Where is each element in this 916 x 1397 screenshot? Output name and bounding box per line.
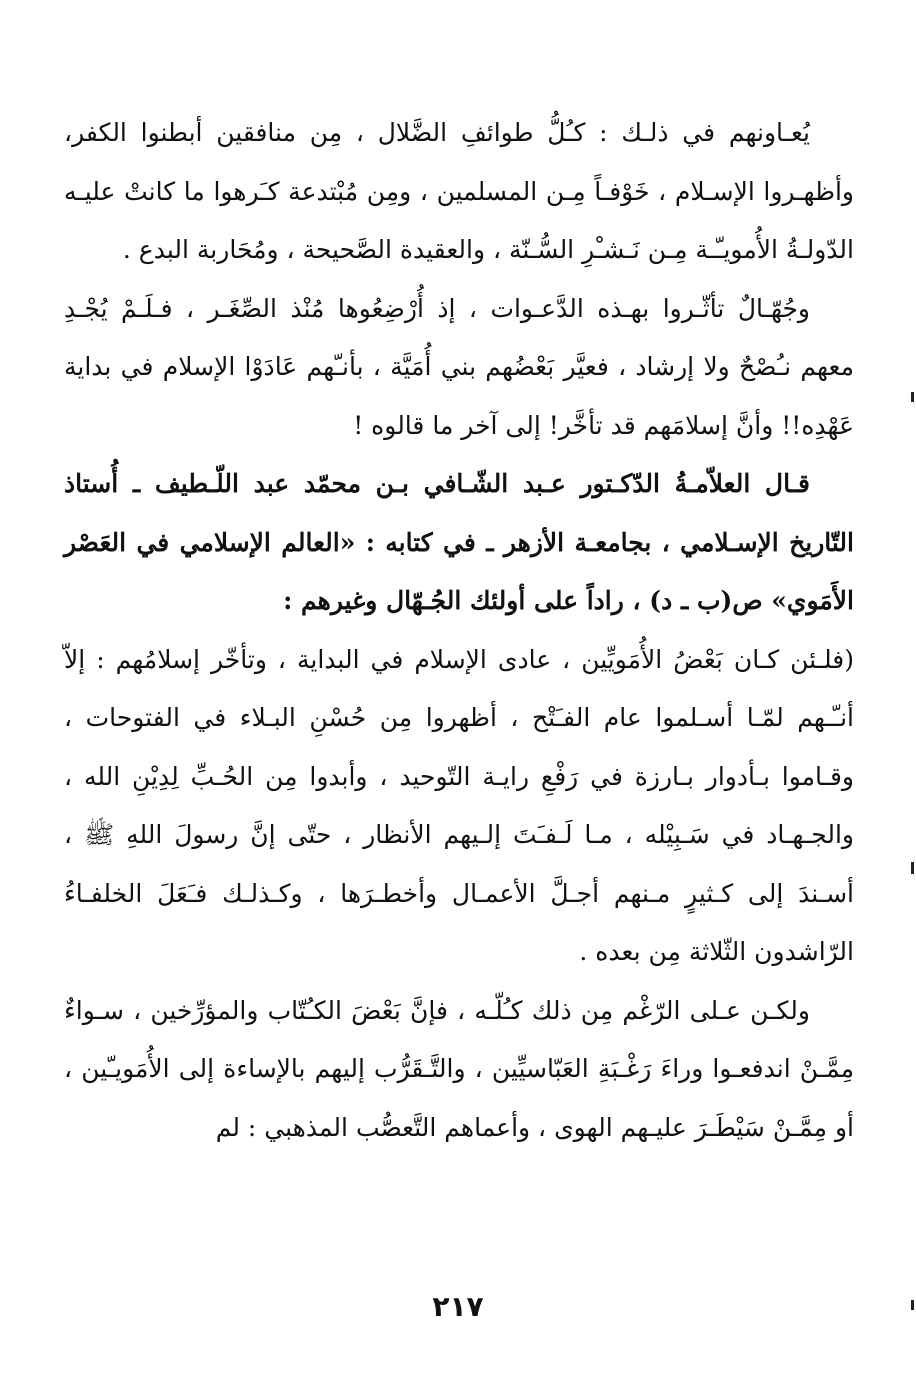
body-text bbox=[64, 104, 854, 1157]
page-number: ٢١٧ bbox=[432, 1290, 484, 1323]
scan-edge-mark bbox=[911, 1300, 914, 1310]
paragraph-1: يُعـاونهم في ذلـك : كـُلُّ طوائفِ الضَّلال ، مِن منافقين أبطنوا الكفر، وأظهـروا الإسـلام ، خَوْفـاً مِـن المسلمين ، ومِن مُبْتدعة كـَرهوا ما كانتْ عليـه الدّولـةُ الأُمويـّـة مِـن نَـشـْرِ السُّـنّة ، والعقيدة الصَّحيحة ، ومُحَاربة البدع . bbox=[64, 118, 854, 264]
paragraph-4-quotation: (فلـئن كـان بَعْضُ الأُمَويِّين ، عادى الإسلام في البداية ، وتأخّر إسلامُهم : إلاّ أنـّـهم لمّـا أسـلموا عام الفـَتْح ، أظهروا مِن حُسْنِ البـلاء في الفتوحات ، وقـاموا بـأدوار بـارزة في رَفْعِ رايـة التّوحيد ، وأبدوا مِن الحُـبِّ لِدِيْنِ الله ، والجـهـاد في سَـبِيْله ، مـا لَـفـَتَ إلـيهم الأنظار ، حتّى إنَّ رسولَ اللهِ ﷺ ، أسـندَ إلى كـثيرٍ مـنهم أجـلَّ الأعمـال وأخطـرَها ، وكـذلـك فـَعَلَ الخلفـاءُ الرّاشدون الثّلاثة مِن بعده . bbox=[64, 644, 854, 966]
paragraph-3-quote-intro: قـال العلاّمـةُ الدّكـتور عـبد الشّـافي بـن محمّد عبد اللّـطيف ـ أُستاذ التّاريخ الإسـلامي ، بجامعـة الأزهر ـ في كتابه : «العالم الإسلامي في العَصْر الأَمَوي» ص(ب ـ د) ، راداً على أولئك الجُـهّال وغيرهم : bbox=[64, 469, 854, 615]
scan-edge-mark bbox=[911, 392, 914, 402]
paragraph-5: ولكـن عـلى الرّغْم مِن ذلك كـُلّـه ، فإنَّ بَعْضَ الكـُتّاب والمؤرِّخين ، سـواءٌ مِمَّـنْ اندفعـوا وراءَ رَغْـبَةِ العَبّاسيِّين ، والتَّـقَرُّب إليهم بالإساءة إلى الأُمَويـّين ، أو مِمَّـنْ سَيْطَـرَ عليـهم الهوى ، وأعماهم التَّعصُّب المذهبي : لم bbox=[64, 995, 854, 1142]
scan-edge-mark bbox=[911, 862, 914, 874]
paragraph-2: وجُهّـالٌ تأثّـروا بهـذه الدَّعـوات ، إذ أُرْضِعُوها مُنْذ الصِّغَـر ، فـلَـمْ يُجْـدِ معهم نـُصْحٌ ولا إرشاد ، فعيَّر بَعْضُهم بني أُمَيَّة ، بأنـّهم عَادَوْا الإسلام في بداية عَهْدِه!! وأنَّ إسلامَهم قد تأخَّر! إلى آخر ما قالوه ! bbox=[64, 293, 854, 440]
